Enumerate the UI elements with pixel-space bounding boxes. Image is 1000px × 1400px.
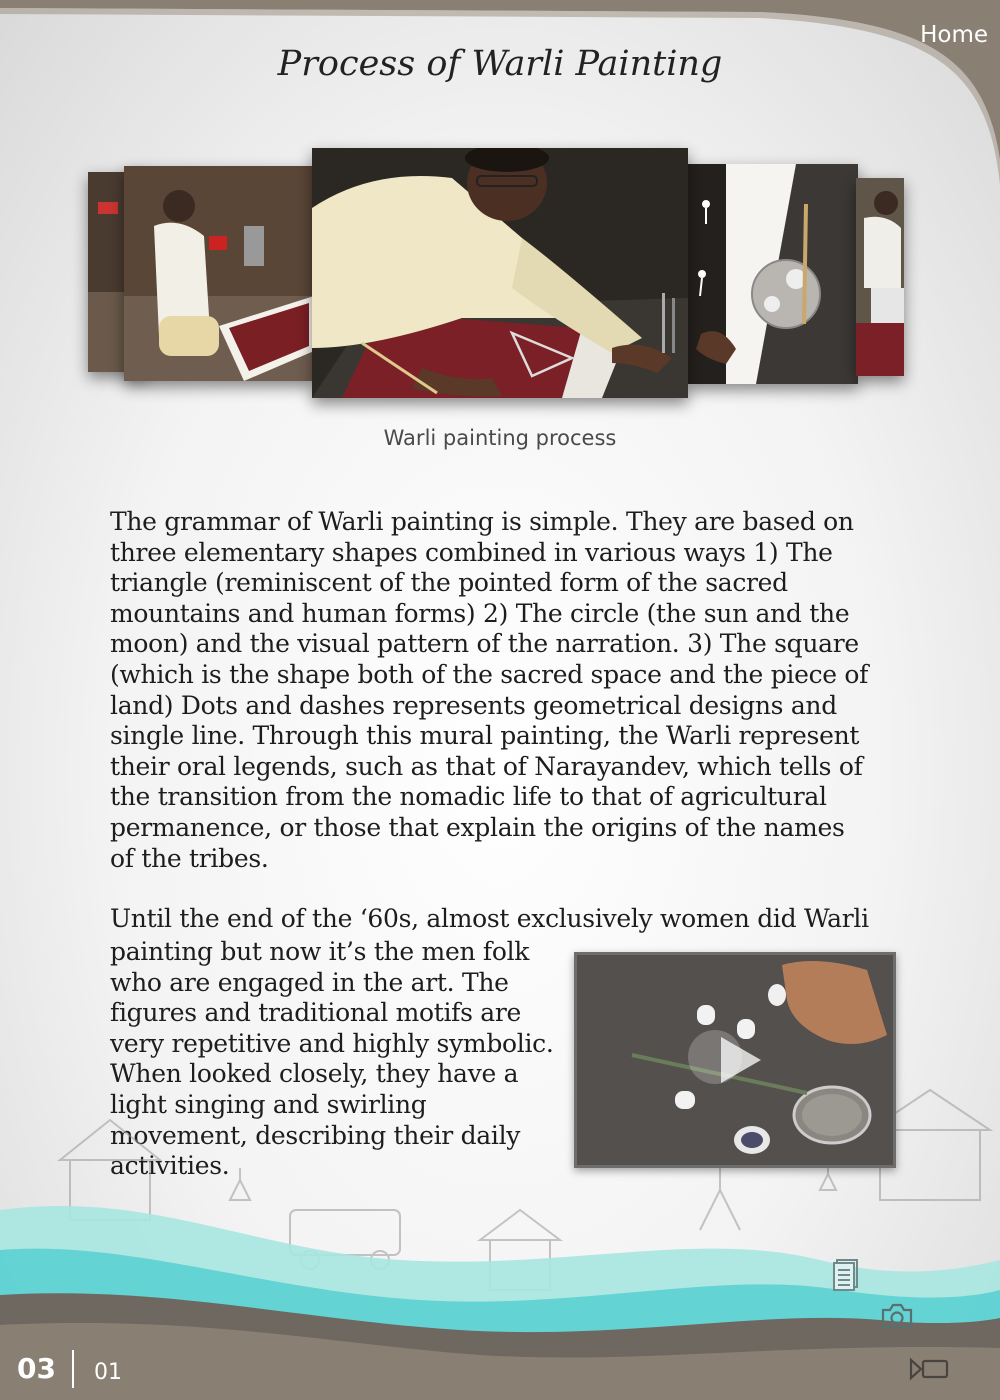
page-number-divider — [72, 1350, 74, 1388]
home-button[interactable]: Home — [920, 22, 988, 48]
play-icon[interactable] — [715, 1033, 765, 1087]
body-paragraph-2: painting but now it’s the men folk who are engaged in the art. The figures and traditional motifs are very repetitive and highly symbolic. When looked closely, they have a light singing and swirling movement, describing their daily activities. — [110, 937, 554, 1181]
carousel-photo-far-right[interactable] — [856, 178, 904, 376]
body-paragraph-2-first-line: Until the end of the ‘60s, almost exclusively women did Warli — [110, 904, 869, 933]
gallery-caption: Warli painting process — [383, 426, 617, 450]
document-icon[interactable] — [832, 1258, 862, 1292]
body-paragraph-1: The grammar of Warli painting is simple. They are based on three elementary shapes combined in various ways 1) The triangle (reminiscent of the pointed form of the sacred mountains and human forms) 2) The circle (the sun and the moon) and the visual pattern of the narration. 3) The square (which is the shape both of the sacred space and the piece of land) Dots and dashes represents geometrical designs and single line. Through this mural painting, the Warli represent their oral legends, such as that of Narayandev, which tells of the transition from the nomadic life to that of agricultural permanence, or those that explain the origins of the names of the tribes. — [110, 507, 869, 873]
photo-carousel[interactable] — [88, 148, 908, 403]
carousel-photo-center[interactable] — [312, 148, 688, 398]
page-title: Process of Warli Painting — [277, 44, 723, 84]
video-icon[interactable] — [908, 1356, 950, 1382]
carousel-photo-left[interactable] — [124, 166, 314, 381]
camera-icon[interactable] — [880, 1302, 914, 1330]
carousel-photo-right[interactable] — [686, 164, 858, 384]
page-number: 03 — [17, 1352, 56, 1385]
video-thumbnail[interactable] — [574, 952, 896, 1168]
sub-page-number: 01 — [94, 1360, 122, 1385]
